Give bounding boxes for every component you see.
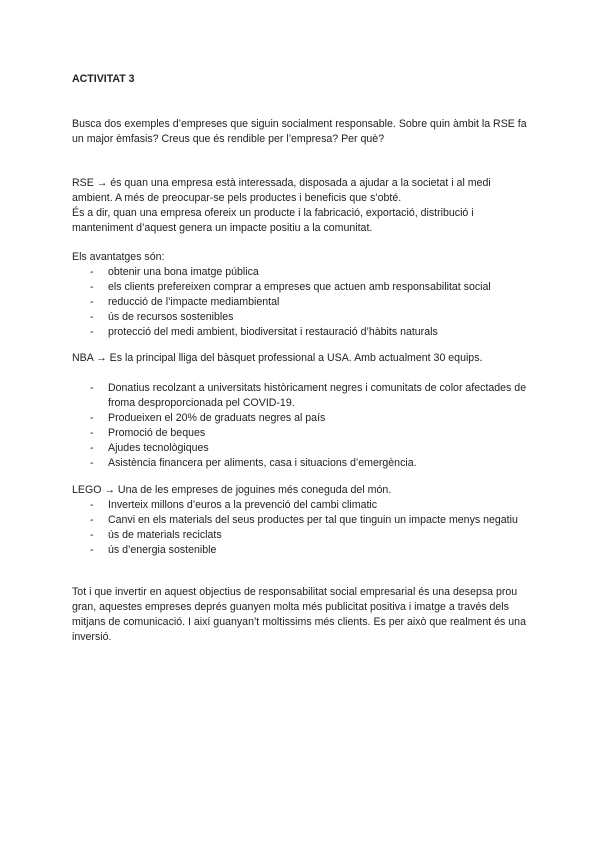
document-title: ACTIVITAT 3 <box>72 73 135 85</box>
advantages-list <box>72 265 528 340</box>
list-item: - Produeixen el 20% de graduats negres al país <box>72 411 528 426</box>
activity-prompt: Busca dos exemples d’empreses que siguin socialment responsable. Sobre quin àmbit la RSE fa un major èmfasis? Creus que és rendible per l’empresa? Per què? <box>72 118 527 145</box>
rse-definition-clarification: És a dir, quan una empresa ofereix un producte i la fabricació, exportació, distribució i manteniment d’aquest genera un impacte positiu a la comunitat. <box>72 207 474 234</box>
lego-intro: LEGO → Una de les empreses de joguines més coneguda del món. <box>72 484 392 496</box>
list-item: - obtenir una bona imatge pública <box>72 265 528 280</box>
rse-definition: RSE → és quan una empresa està interessada, disposada a ajudar a la societat i al medi ambient. A més de preocupar-se pels productes i beneficis que s’obté. <box>72 177 491 204</box>
list-item: - ús d’energia sostenible <box>72 543 528 558</box>
list-item: - Canvi en els materials del seus productes per tal que tinguin un impacte menys negatiu <box>72 513 528 528</box>
list-item: - reducció de l’impacte mediambiental <box>72 295 528 310</box>
list-item: - protecció del medi ambient, biodiversitat i restauració d’hàbits naturals <box>72 325 528 340</box>
nba-intro: NBA → Es la principal lliga del bàsquet professional a USA. Amb actualment 30 equips. <box>72 352 483 364</box>
list-item: - Promoció de beques <box>72 426 528 441</box>
list-item: - ús de recursos sostenibles <box>72 310 528 325</box>
list-item: - Ajudes tecnològiques <box>72 441 528 456</box>
list-item: - els clients prefereixen comprar a empreses que actuen amb responsabilitat social <box>72 280 528 295</box>
nba-list <box>72 381 528 471</box>
list-item: - ús de materials reciclats <box>72 528 528 543</box>
list-item: - Asistència financera per aliments, casa i situacions d’emergència. <box>72 456 528 471</box>
list-item: - Donatius recolzant a universitats històricament negres i comunitats de color afectades de froma desproporcionada pel COVID-19. <box>72 381 528 411</box>
list-item: - Inverteix millons d’euros a la prevenció del cambi climatic <box>72 498 528 513</box>
advantages-heading: Els avantatges són: <box>72 251 165 263</box>
lego-list <box>72 498 528 558</box>
conclusion-paragraph: Tot i que invertir en aquest objectius de responsabilitat social empresarial és una desepsa prou gran, aquestes empreses deprés guanyen molta més publicitat positiva i imatge a través dels mitjans de comunicació. I així guanyan’t moltissims més clients. Es per això que realment és una inversió. <box>72 586 526 643</box>
